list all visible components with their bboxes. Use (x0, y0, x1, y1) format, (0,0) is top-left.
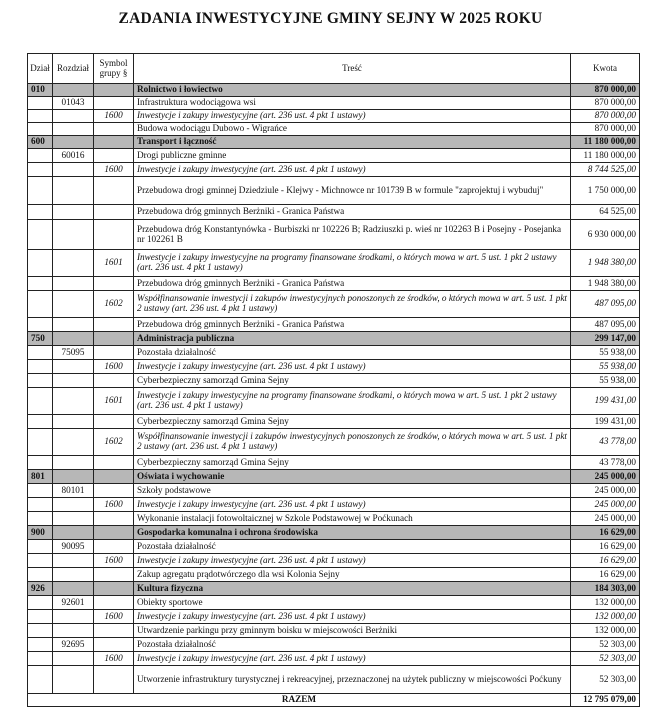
amount-cell: 6 930 000,00 (571, 220, 640, 250)
description-cell: Rolnictwo i łowiectwo (134, 84, 571, 97)
description-cell: Pozostała działalność (134, 540, 571, 554)
symbol-cell (94, 136, 134, 149)
symbol-cell (94, 456, 134, 470)
rozdzial-cell (53, 163, 94, 177)
symbol-cell (94, 540, 134, 554)
rozdzial-cell (53, 205, 94, 220)
total-row (28, 694, 640, 707)
amount-cell: 52 303,00 (571, 638, 640, 652)
dzial-cell (28, 110, 53, 123)
symbol-cell (94, 666, 134, 694)
description-cell: Inwestycje i zakupy inwestycyjne (art. 236 ust. 4 pkt 1 ustawy) (134, 498, 571, 512)
task-row (28, 123, 640, 136)
dzial-cell (28, 346, 53, 360)
amount-cell: 55 938,00 (571, 346, 640, 360)
group-row (28, 163, 640, 177)
dzial-cell (28, 250, 53, 277)
dzial-row (28, 136, 640, 149)
symbol-cell (94, 332, 134, 346)
rozdzial-cell (53, 374, 94, 388)
group-row (28, 291, 640, 318)
rozdzial-code: 80101 (53, 484, 94, 498)
dzial-code: 926 (28, 582, 53, 596)
dzial-cell (28, 512, 53, 526)
group-row (28, 554, 640, 568)
header-tresc: Treść (134, 54, 571, 84)
rozdzial-cell (53, 110, 94, 123)
dzial-row (28, 526, 640, 540)
rozdzial-cell (53, 123, 94, 136)
dzial-cell (28, 638, 53, 652)
description-cell: Przebudowa dróg gminnych Berżniki - Granica Państwa (134, 205, 571, 220)
description-cell: Cyberbezpieczny samorząd Gmina Sejny (134, 374, 571, 388)
dzial-cell (28, 610, 53, 624)
rozdzial-cell (53, 332, 94, 346)
description-cell: Obiekty sportowe (134, 596, 571, 610)
description-cell: Transport i łączność (134, 136, 571, 149)
rozdzial-row (28, 97, 640, 110)
description-cell: Infrastruktura wodociągowa wsi (134, 97, 571, 110)
symbol-code: 1602 (94, 291, 134, 318)
rozdzial-cell (53, 277, 94, 291)
amount-cell: 8 744 525,00 (571, 163, 640, 177)
rozdzial-cell (53, 470, 94, 484)
description-cell: Utworzenie infrastruktury turystycznej i rekreacyjnej, przeznaczonej na użytek publiczny w miejscowości Poćkuny (134, 666, 571, 694)
rozdzial-cell (53, 624, 94, 638)
rozdzial-cell (53, 360, 94, 374)
dzial-cell (28, 177, 53, 205)
dzial-cell (28, 596, 53, 610)
symbol-cell (94, 318, 134, 332)
dzial-cell (28, 498, 53, 512)
rozdzial-cell (53, 250, 94, 277)
description-cell: Inwestycje i zakupy inwestycyjne (art. 236 ust. 4 pkt 1 ustawy) (134, 652, 571, 666)
rozdzial-cell (53, 610, 94, 624)
symbol-cell (94, 526, 134, 540)
task-row (28, 666, 640, 694)
amount-cell: 199 431,00 (571, 388, 640, 415)
amount-cell: 55 938,00 (571, 360, 640, 374)
header-kwota: Kwota (571, 54, 640, 84)
rozdzial-cell (53, 429, 94, 456)
amount-cell: 487 095,00 (571, 318, 640, 332)
amount-cell: 245 000,00 (571, 484, 640, 498)
amount-cell: 132 000,00 (571, 610, 640, 624)
description-cell: Przebudowa dróg Konstantynówka - Burbiszki nr 102226 B; Radziuszki p. wieś nr 102263 B i Posejny - Posejanka nr 102261 B (134, 220, 571, 250)
description-cell: Utwardzenie parkingu przy gminnym boisku w miejscowości Berżniki (134, 624, 571, 638)
amount-cell: 11 180 000,00 (571, 136, 640, 149)
amount-cell: 184 303,00 (571, 582, 640, 596)
rozdzial-row (28, 346, 640, 360)
symbol-code: 1600 (94, 610, 134, 624)
dzial-cell (28, 568, 53, 582)
symbol-cell (94, 415, 134, 429)
description-cell: Inwestycje i zakupy inwestycyjne (art. 236 ust. 4 pkt 1 ustawy) (134, 554, 571, 568)
description-cell: Drogi publiczne gminne (134, 149, 571, 163)
symbol-cell (94, 346, 134, 360)
group-row (28, 250, 640, 277)
rozdzial-code: 60016 (53, 149, 94, 163)
symbol-cell (94, 149, 134, 163)
dzial-cell (28, 540, 53, 554)
amount-cell: 870 000,00 (571, 97, 640, 110)
group-row (28, 388, 640, 415)
amount-cell: 1 948 380,00 (571, 277, 640, 291)
rozdzial-code: 75095 (53, 346, 94, 360)
description-cell: Inwestycje i zakupy inwestycyjne na programy finansowane środkami, o których mowa w art. 5 ust. 1 pkt 2 ustawy (art. 236 ust. 4 pkt 1 ustawy) (134, 388, 571, 415)
rozdzial-code: 90095 (53, 540, 94, 554)
rozdzial-cell (53, 652, 94, 666)
amount-cell: 245 000,00 (571, 498, 640, 512)
description-cell: Inwestycje i zakupy inwestycyjne na programy finansowane środkami, o których mowa w art. 5 ust. 1 pkt 2 ustawy (art. 236 ust. 4 pkt 1 ustawy) (134, 250, 571, 277)
amount-cell: 870 000,00 (571, 110, 640, 123)
group-row (28, 498, 640, 512)
amount-cell: 43 778,00 (571, 429, 640, 456)
symbol-cell (94, 624, 134, 638)
description-cell: Inwestycje i zakupy inwestycyjne (art. 236 ust. 4 pkt 1 ustawy) (134, 110, 571, 123)
amount-cell: 52 303,00 (571, 666, 640, 694)
dzial-cell (28, 388, 53, 415)
amount-cell: 487 095,00 (571, 291, 640, 318)
task-row (28, 512, 640, 526)
task-row (28, 624, 640, 638)
dzial-cell (28, 277, 53, 291)
amount-cell: 16 629,00 (571, 540, 640, 554)
task-row (28, 318, 640, 332)
symbol-cell (94, 277, 134, 291)
investment-table (27, 53, 640, 707)
amount-cell: 199 431,00 (571, 415, 640, 429)
rozdzial-cell (53, 415, 94, 429)
dzial-code: 801 (28, 470, 53, 484)
description-cell: Przebudowa drogi gminnej Dziedziule - Klejwy - Michnowce nr 101739 B w formule "zaprojektuj i wybuduj" (134, 177, 571, 205)
amount-cell: 299 147,00 (571, 332, 640, 346)
symbol-code: 1600 (94, 163, 134, 177)
dzial-cell (28, 374, 53, 388)
symbol-cell (94, 205, 134, 220)
symbol-code: 1602 (94, 429, 134, 456)
symbol-cell (94, 374, 134, 388)
symbol-code: 1600 (94, 652, 134, 666)
symbol-cell (94, 484, 134, 498)
amount-cell: 1 750 000,00 (571, 177, 640, 205)
description-cell: Inwestycje i zakupy inwestycyjne (art. 236 ust. 4 pkt 1 ustawy) (134, 610, 571, 624)
dzial-cell (28, 666, 53, 694)
symbol-cell (94, 177, 134, 205)
symbol-code: 1600 (94, 498, 134, 512)
description-cell: Szkoły podstawowe (134, 484, 571, 498)
dzial-cell (28, 429, 53, 456)
group-row (28, 652, 640, 666)
dzial-cell (28, 456, 53, 470)
description-cell: Oświata i wychowanie (134, 470, 571, 484)
rozdzial-code: 92695 (53, 638, 94, 652)
document-title: ZADANIA INWESTYCYJNE GMINY SEJNY W 2025 ROKU (118, 10, 543, 27)
header-rozdzial: Rozdział (53, 54, 94, 84)
group-row (28, 429, 640, 456)
header-symbol: Symbol grupy § (94, 54, 134, 84)
symbol-code: 1601 (94, 388, 134, 415)
task-row (28, 374, 640, 388)
task-row (28, 177, 640, 205)
total-amount: 12 795 079,00 (571, 694, 640, 707)
task-row (28, 277, 640, 291)
rozdzial-cell (53, 498, 94, 512)
symbol-cell (94, 470, 134, 484)
amount-cell: 55 938,00 (571, 374, 640, 388)
description-cell: Zakup agregatu prądotwórczego dla wsi Kolonia Sejny (134, 568, 571, 582)
dzial-cell (28, 291, 53, 318)
dzial-cell (28, 415, 53, 429)
description-cell: Współfinansowanie inwestycji i zakupów inwestycyjnych ponoszonych ze środków, o których mowa w art. 5 ust. 1 pkt 2 ustawy (art. 236 ust. 4 pkt 1 ustawy) (134, 429, 571, 456)
symbol-code: 1600 (94, 110, 134, 123)
rozdzial-cell (53, 220, 94, 250)
dzial-code: 600 (28, 136, 53, 149)
amount-cell: 16 629,00 (571, 554, 640, 568)
rozdzial-cell (53, 666, 94, 694)
rozdzial-cell (53, 84, 94, 97)
symbol-cell (94, 638, 134, 652)
dzial-cell (28, 220, 53, 250)
amount-cell: 1 948 380,00 (571, 250, 640, 277)
amount-cell: 43 778,00 (571, 456, 640, 470)
group-row (28, 610, 640, 624)
symbol-cell (94, 220, 134, 250)
amount-cell: 870 000,00 (571, 123, 640, 136)
rozdzial-code: 92601 (53, 596, 94, 610)
dzial-code: 750 (28, 332, 53, 346)
description-cell: Cyberbezpieczny samorząd Gmina Sejny (134, 415, 571, 429)
amount-cell: 16 629,00 (571, 526, 640, 540)
rozdzial-row (28, 638, 640, 652)
table-header-row (28, 54, 640, 84)
rozdzial-row (28, 596, 640, 610)
dzial-cell (28, 554, 53, 568)
symbol-code: 1601 (94, 250, 134, 277)
dzial-cell (28, 149, 53, 163)
task-row (28, 456, 640, 470)
description-cell: Gospodarka komunalna i ochrona środowiska (134, 526, 571, 540)
description-cell: Cyberbezpieczny samorząd Gmina Sejny (134, 456, 571, 470)
amount-cell: 11 180 000,00 (571, 149, 640, 163)
dzial-cell (28, 624, 53, 638)
group-row (28, 110, 640, 123)
total-label: RAZEM (28, 694, 571, 707)
description-cell: Inwestycje i zakupy inwestycyjne (art. 236 ust. 4 pkt 1 ustawy) (134, 360, 571, 374)
dzial-row (28, 332, 640, 346)
description-cell: Wykonanie instalacji fotowoltaicznej w Szkole Podstawowej w Poćkunach (134, 512, 571, 526)
description-cell: Administracja publiczna (134, 332, 571, 346)
symbol-code: 1600 (94, 360, 134, 374)
symbol-cell (94, 97, 134, 110)
task-row (28, 568, 640, 582)
rozdzial-row (28, 540, 640, 554)
header-dzial: Dział (28, 54, 53, 84)
description-cell: Budowa wodociągu Dubowo - Wigrańce (134, 123, 571, 136)
rozdzial-cell (53, 582, 94, 596)
amount-cell: 52 303,00 (571, 652, 640, 666)
dzial-cell (28, 484, 53, 498)
rozdzial-code: 01043 (53, 97, 94, 110)
amount-cell: 16 629,00 (571, 568, 640, 582)
dzial-cell (28, 360, 53, 374)
symbol-cell (94, 582, 134, 596)
description-cell: Przebudowa dróg gminnych Berżniki - Granica Państwa (134, 318, 571, 332)
rozdzial-cell (53, 568, 94, 582)
description-cell: Kultura fizyczna (134, 582, 571, 596)
description-cell: Współfinansowanie inwestycji i zakupów inwestycyjnych ponoszonych ze środków, o których mowa w art. 5 ust. 1 pkt 2 ustawy (art. 236 ust. 4 pkt 1 ustawy) (134, 291, 571, 318)
rozdzial-cell (53, 318, 94, 332)
dzial-cell (28, 652, 53, 666)
rozdzial-cell (53, 177, 94, 205)
dzial-cell (28, 318, 53, 332)
rozdzial-cell (53, 526, 94, 540)
task-row (28, 415, 640, 429)
amount-cell: 245 000,00 (571, 512, 640, 526)
dzial-row (28, 582, 640, 596)
task-row (28, 220, 640, 250)
rozdzial-cell (53, 291, 94, 318)
rozdzial-cell (53, 456, 94, 470)
rozdzial-cell (53, 136, 94, 149)
symbol-cell (94, 568, 134, 582)
amount-cell: 64 525,00 (571, 205, 640, 220)
dzial-row (28, 470, 640, 484)
dzial-cell (28, 163, 53, 177)
description-cell: Pozostała działalność (134, 346, 571, 360)
dzial-cell (28, 97, 53, 110)
group-row (28, 360, 640, 374)
rozdzial-cell (53, 388, 94, 415)
amount-cell: 870 000,00 (571, 84, 640, 97)
dzial-row (28, 84, 640, 97)
rozdzial-row (28, 484, 640, 498)
dzial-code: 900 (28, 526, 53, 540)
symbol-code: 1600 (94, 554, 134, 568)
amount-cell: 245 000,00 (571, 470, 640, 484)
description-cell: Pozostała działalność (134, 638, 571, 652)
symbol-cell (94, 123, 134, 136)
rozdzial-cell (53, 512, 94, 526)
amount-cell: 132 000,00 (571, 624, 640, 638)
amount-cell: 132 000,00 (571, 596, 640, 610)
dzial-cell (28, 123, 53, 136)
rozdzial-cell (53, 554, 94, 568)
rozdzial-row (28, 149, 640, 163)
task-row (28, 205, 640, 220)
dzial-code: 010 (28, 84, 53, 97)
table-body (28, 84, 640, 694)
symbol-cell (94, 596, 134, 610)
description-cell: Inwestycje i zakupy inwestycyjne (art. 236 ust. 4 pkt 1 ustawy) (134, 163, 571, 177)
dzial-cell (28, 205, 53, 220)
symbol-cell (94, 512, 134, 526)
symbol-cell (94, 84, 134, 97)
description-cell: Przebudowa dróg gminnych Berżniki - Granica Państwa (134, 277, 571, 291)
